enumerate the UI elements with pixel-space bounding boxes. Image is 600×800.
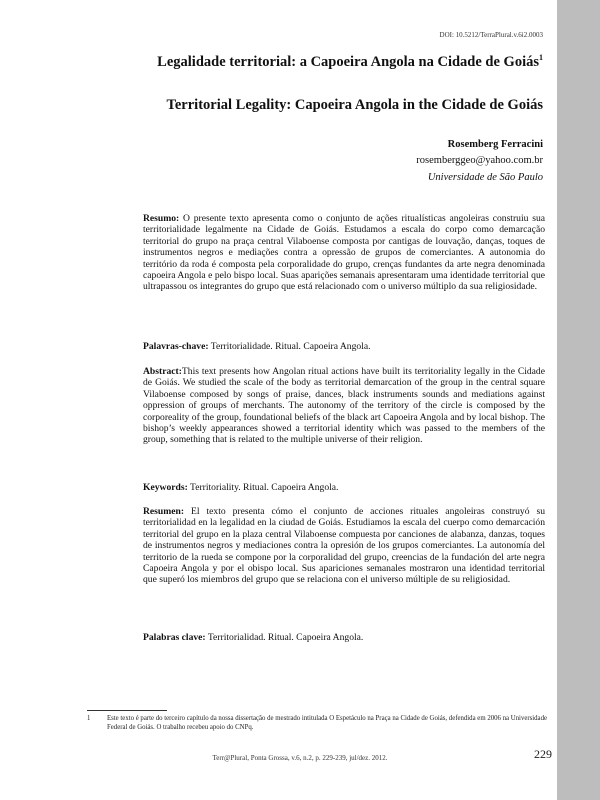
title-footnote-marker[interactable]: 1	[539, 53, 543, 63]
author-email[interactable]: rosemberggeo@yahoo.com.br	[416, 155, 543, 166]
footnote	[87, 714, 547, 732]
resumo-label: Resumo:	[143, 213, 180, 224]
title-portuguese-text: Legalidade territorial: a Capoeira Angola na Cidade de Goiás	[157, 54, 539, 70]
doi-label: DOI: 10.5212/TerraPlural.v.6i2.0003	[439, 31, 543, 39]
keywords-label: Keywords:	[143, 482, 188, 493]
resumo-text: O presente texto apresenta como o conjunto de ações ritualísticas angoleiras construiu sua territorialidade legalmente na Cidade de Goiás. Estudamos a escala do corpo como demarcação territorial do grupo na praça central Vilaboense composta por cantigas de louvação, danças, toques de instrumentos negros e mediações contra a opressão de grupos de comerciantes. A autonomia do território da roda é composta pela corporalidade do grupo, crenças fundantes da arte negra denominada capoeira Angola e pelo bispo local. Suas aparições semanais apresentaram uma identidade territorial que ultrapassou os integrantes do grupo que está relacionado com o universo múltiplo da sua religiosidade.	[143, 213, 545, 293]
footnote-divider	[87, 710, 167, 711]
palavras-chave-paragraph	[143, 341, 545, 352]
footnote-text: Este texto é parte do terceiro capítulo da nossa dissertação de mestrado intitulada O Espetáculo na Praça na Cidade de Goiás, defendida em 2006 na Universidade Federal de Goiás. O trabalho recebeu apoio do CNPq.	[107, 715, 547, 731]
footnote-number: 1	[87, 715, 91, 722]
title-english: Territorial Legality: Capoeira Angola in the Cidade de Goiás	[166, 97, 543, 113]
keywords-paragraph	[143, 482, 545, 493]
palabras-clave-text: Territorialidad. Ritual. Capoeira Angola.	[207, 632, 364, 643]
resumen-paragraph	[143, 506, 545, 586]
resumo-paragraph	[143, 213, 545, 293]
abstract-text: This text presents how Angolan ritual actions have built its territoriality legally in the Cidade de Goiás. We studied the scale of the body as territorial demarcation of the group in the central square Vilaboense composed by songs of praise, dances, black instruments sounds and mediations against oppression of groups of merchants. The autonomy of the territory of the circle is composed by the corporeality of the group, foundational beliefs of the black art Capoeira Angola and by local bishop. The bishop’s weekly appearances showed a territorial identity which was passed to the members of the group, something that is related to the multiple universe of their religion.	[143, 366, 545, 446]
abstract-label: Abstract:	[143, 366, 182, 377]
palabras-clave-paragraph	[143, 632, 545, 643]
author-institution: Universidade de São Paulo	[427, 172, 543, 183]
resumen-label: Resumen:	[143, 506, 185, 517]
palavras-chave-text: Territorialidade. Ritual. Capoeira Angola.	[210, 341, 371, 352]
abstract-paragraph	[143, 366, 545, 446]
resumen-text: El texto presenta cómo el conjunto de acciones rituales angoleiras construyó su territorialidad en la legalidad en la ciudad de Goiás. Estudiamos la escala del cuerpo como demarcación territorial del grupo en la plaza central Vilaboense compuesta por canciones de alabanza, danzas, toques de instrumentos negros y mediaciones contra la opresión de los grupos comerciantes. La autonomía del territorio de la rueda se compone por la corporalidad del grupo, creencias de la fundación del arte negra Capoeira Angola y por el obispo local. Sus apariciones semanales mostraron una identidad territorial que superó los miembros del grupo que se relaciona con el universo múltiple de su religiosidad.	[143, 506, 545, 586]
palabras-clave-label: Palabras clave:	[143, 632, 206, 643]
footer-citation: Terr@Plural, Ponta Grossa, v.6, n.2, p. 229-239, jul/dez. 2012.	[212, 754, 388, 762]
author-name: Rosemberg Ferracini	[447, 139, 543, 150]
palavras-chave-label: Palavras-chave:	[143, 341, 209, 352]
title-portuguese	[0, 54, 543, 71]
side-margin-bar	[557, 0, 600, 800]
keywords-text: Territoriality. Ritual. Capoeira Angola.	[190, 482, 339, 493]
page-number: 229	[534, 747, 552, 761]
